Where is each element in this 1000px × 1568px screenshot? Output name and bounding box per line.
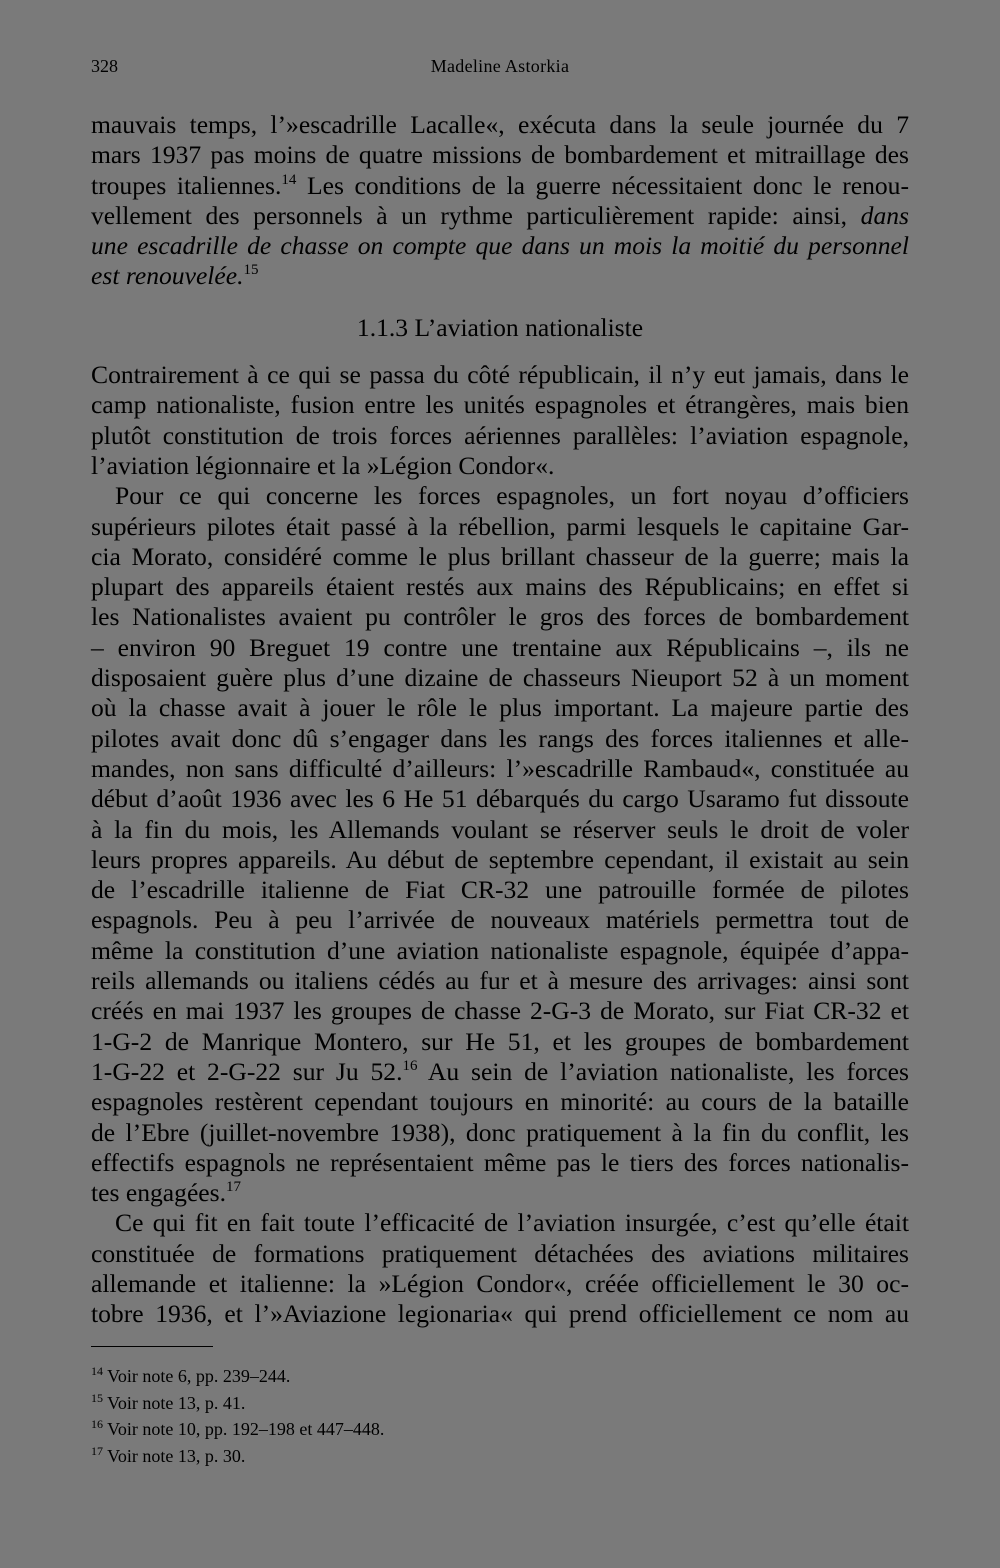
text-line: de l’escadrille italienne de Fiat CR-32 une patrouille formée de pilotes: [91, 875, 909, 905]
footnote: $^{15}$ Voir note 13, p. 41.: [91, 1390, 246, 1413]
text-line: vellement des personnels à un rythme particulièrement rapide: ainsi, dans: [91, 200, 909, 230]
footnote: $^{17}$ Voir note 13, p. 30.: [91, 1443, 246, 1466]
text-line: à la fin du mois, les Allemands voulant se réserver seuls le droit de voler: [91, 814, 909, 844]
body-text: [91, 110, 909, 1330]
footnote: $^{16}$ Voir note 10, pp. 192–198 et 447–448.: [91, 1417, 385, 1439]
text-line: pilotes avait donc dû s’engager dans les rangs des forces italiennes et alle-: [91, 723, 909, 753]
text-line: supérieurs pilotes était passé à la rébellion, parmi lesquels le capitaine Gar-: [91, 511, 909, 541]
text-line: effectifs espagnols ne représentaient même pas le tiers des forces nationalis-: [91, 1147, 909, 1177]
text-line: où la chasse avait à jouer le rôle le plus important. La majeure partie des: [91, 693, 909, 723]
text-line: constituée de formations pratiquement détachées des aviations militaires: [91, 1238, 909, 1268]
text-line: plutôt constitution de trois forces aériennes parallèles: l’aviation espagnole,: [91, 420, 909, 450]
italic-text: une escadrille de chasse on compte que dans un mois la moitié du personnel: [91, 231, 909, 261]
text-line: les Nationalistes avaient pu contrôler le gros des forces de bombardement: [91, 602, 909, 632]
text-line: – environ 90 Breguet 19 contre une trentaine aux Républicains –, ils ne: [91, 632, 909, 662]
text-line: créés en mai 1937 les groupes de chasse 2-G-3 de Morato, sur Fiat CR-32 et: [91, 996, 909, 1026]
text-line: mars 1937 pas moins de quatre missions de bombardement et mitraillage des: [91, 140, 909, 170]
text-line: Pour ce qui concerne les forces espagnoles, un fort noyau d’officiers: [115, 481, 909, 511]
italic-text: dans: [860, 200, 909, 230]
text-line: [91, 231, 909, 261]
text-line: Ce qui fit en fait toute l’efficacité de l’aviation insurgée, c’est qu’elle était: [115, 1208, 909, 1238]
text-line: mauvais temps, l’»escadrille Lacalle«, exécuta dans la seule journée du 7: [91, 110, 909, 139]
footnote-ref: 17: [226, 1179, 242, 1196]
text-line: disposaient guère plus d’une dizaine de chasseurs Nieuport 52 à un moment: [91, 663, 909, 693]
text-line: [91, 261, 909, 291]
text-line: 1-G-2 de Manrique Montero, sur He 51, et les groupes de bombardement: [91, 1026, 909, 1056]
footnote-ref: 16: [402, 1057, 418, 1074]
footnote-divider: [91, 1346, 213, 1347]
text-line: de l’Ebre (juillet-novembre 1938), donc pratiquement à la fin du conflit, les: [91, 1117, 909, 1147]
italic-text: est renouvelée.: [91, 261, 244, 291]
text-line: camp nationaliste, fusion entre les unités espagnoles et étrangères, mais bien: [91, 390, 909, 420]
text-line: tes engagées.$^{17}$: [91, 1178, 242, 1208]
text-line: reils allemands ou italiens cédés au fur et à mesure des arrivages: ainsi sont: [91, 966, 909, 996]
text-line: allemande et italienne: la »Légion Condor«, créée officiellement le 30 oc-: [91, 1268, 909, 1298]
text-line: début d’août 1936 avec les 6 He 51 débarqués du cargo Usaramo fut dissoute: [91, 784, 909, 814]
page-header: [91, 56, 909, 86]
text-line: tobre 1936, et l’»Aviazione legionaria« qui prend officiellement ce nom au: [91, 1299, 909, 1329]
footnote-ref: 15: [243, 262, 259, 279]
footnote-ref: 14: [281, 171, 297, 188]
running-head: Madeline Astorkia: [430, 56, 570, 76]
text-line: mandes, non sans difficulté d’ailleurs: l’»escadrille Rambaud«, constituée au: [91, 753, 909, 783]
text-line: 1-G-22 et 2-G-22 sur Ju 52.16 Au sein de l’aviation nationaliste, les forces: [91, 1056, 909, 1086]
text-line: l’aviation légionnaire et la »Légion Condor«.: [91, 450, 555, 480]
text-line: leurs propres appareils. Au début de septembre cependant, il existait au sein: [91, 844, 909, 874]
text-line: même la constitution d’une aviation nationaliste espagnole, équipée d’appa-: [91, 935, 909, 965]
text-line: plupart des appareils étaient restés aux mains des Républicains; en effet si: [91, 572, 909, 602]
text-line: cia Morato, considéré comme le plus brillant chasseur de la guerre; mais la: [91, 541, 909, 571]
text-line: Contrairement à ce qui se passa du côté républicain, il n’y eut jamais, dans le: [91, 360, 909, 390]
text-line: espagnoles restèrent cependant toujours en minorité: au cours de la bataille: [91, 1087, 909, 1117]
footnote: $^{14}$ Voir note 6, pp. 239–244.: [91, 1364, 291, 1386]
section-heading: 1.1.3 L’aviation nationaliste: [356, 312, 644, 342]
footnotes: [91, 1364, 909, 1470]
page-number: 328: [91, 56, 118, 76]
text-line: espagnols. Peu à peu l’arrivée de nouveaux matériels permettra tout de: [91, 905, 909, 935]
text-line: troupes italiennes.$^{14}$ Les conditions de la guerre nécessitaient donc le renou-: [91, 170, 910, 200]
